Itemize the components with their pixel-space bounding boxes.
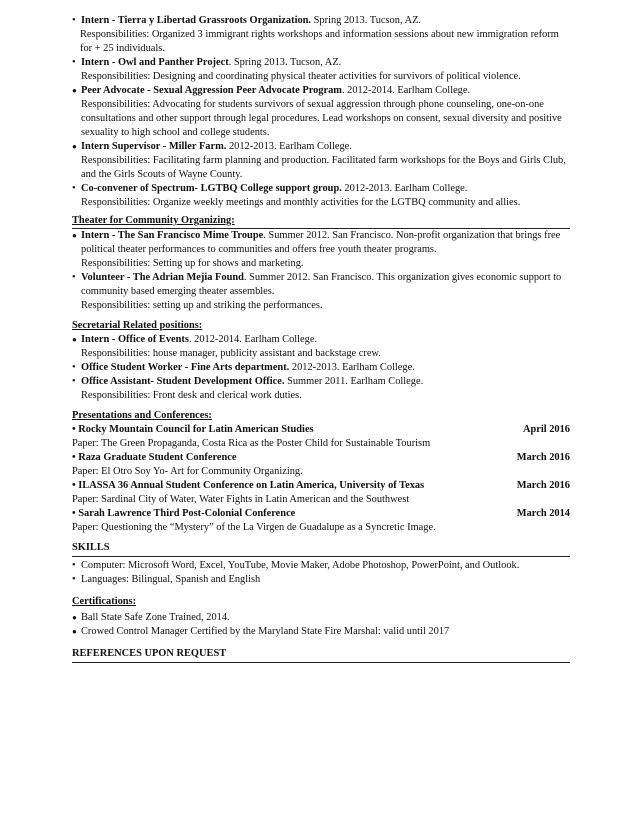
- bullet: •: [72, 574, 76, 585]
- presentation-paper: Paper: The Green Propaganda, Costa Rica as the Poster Child for Sustainable Tourism: [72, 438, 431, 449]
- entry-meta: Spring 2013. Tucson, AZ.: [311, 15, 422, 26]
- presentation-title: Sarah Lawrence Third Post-Colonial Conference: [78, 508, 296, 519]
- bullet: ●: [72, 335, 77, 344]
- secretarial-entry: [72, 361, 570, 375]
- bullet: •: [72, 362, 76, 373]
- entry-title: Intern - Office of Events: [81, 334, 189, 345]
- section-heading-text: Theater for Community Organizing:: [72, 215, 235, 226]
- skill-text: Languages: Bilingual, Spanish and English: [81, 574, 261, 585]
- resume-page: [72, 14, 570, 663]
- entry-title: Volunteer - The Adrian Mejia Found: [81, 272, 244, 283]
- entry-responsibilities: Responsibilities: house manager, publicity assistant and backstage crew.: [81, 348, 381, 359]
- entry-meta: 2012-2013. Earlham College.: [341, 183, 468, 194]
- entry-responsibilities: Responsibilities: Organized 3 immigrant rights workshops and information sessions about new immigration reform for + 25 individuals.: [80, 29, 559, 54]
- bullet: •: [72, 508, 76, 519]
- entry-responsibilities: Responsibilities: setting up and striking the performances.: [81, 300, 323, 311]
- section-heading-skills: SKILLS: [72, 541, 570, 557]
- bullet: ●: [72, 86, 77, 95]
- entry-responsibilities: Responsibilities: Front desk and clerical work duties.: [81, 390, 302, 401]
- bullet: •: [72, 452, 76, 463]
- entry-title: Intern - Owl and Panther Project: [81, 57, 229, 68]
- presentation-name: [72, 479, 424, 493]
- secretarial-entry: [72, 333, 570, 361]
- entry-meta: . Summer 2012. San Francisco. This organization gives economic support to community based emerging theater assembles.: [81, 272, 562, 297]
- activism-entry: [72, 84, 570, 140]
- presentation-item: [72, 507, 570, 535]
- entry-title: Intern - The San Francisco Mime Troupe: [81, 230, 264, 241]
- presentation-row: [72, 451, 570, 465]
- secretarial-entry: [72, 375, 570, 403]
- entry-meta: 2012-2013. Earlham College.: [226, 141, 352, 152]
- skill-text: Computer: Microsoft Word, Excel, YouTube, Movie Maker, Adobe Photoshop, PowerPoint, and Outlook.: [81, 560, 520, 571]
- bullet: ●: [72, 231, 77, 240]
- bullet: •: [72, 424, 76, 435]
- certification-text: Ball State Safe Zone Trained, 2014.: [81, 612, 230, 623]
- presentation-item: [72, 451, 570, 479]
- activism-list: [72, 14, 570, 210]
- bullet: ●: [72, 142, 77, 151]
- entry-title: Co-convener of Spectrum- LGTBQ College support group.: [81, 183, 342, 194]
- presentation-title: Rocky Mountain Council for Latin American Studies: [78, 424, 314, 435]
- entry-responsibilities: Responsibilities: Designing and coordinating physical theater activities for survivors of political violence.: [81, 71, 521, 82]
- bullet: •: [72, 183, 76, 194]
- theater-entry: [72, 271, 570, 313]
- presentation-row: [72, 507, 570, 521]
- entry-title: Intern - Tierra y Libertad Grassroots Organization.: [81, 15, 312, 26]
- certification-item: [72, 611, 570, 625]
- presentation-paper: Paper: Questioning the “Mystery” of the La Virgen de Guadalupe as a Syncretic Image.: [72, 522, 436, 533]
- activism-entry: [72, 14, 570, 56]
- entry-title: Office Assistant- Student Development Office.: [81, 376, 285, 387]
- entry-title: Peer Advocate - Sexual Aggression Peer Advocate Program: [81, 85, 342, 96]
- section-heading-secretarial: Secretarial Related positions:: [72, 320, 203, 331]
- bullet: •: [72, 57, 76, 68]
- presentation-row: [72, 479, 570, 493]
- bullet: •: [72, 560, 76, 571]
- entry-meta: . 2012-2014. Earlham College.: [341, 85, 471, 96]
- presentation-date: March 2014: [516, 508, 570, 519]
- entry-responsibilities: Responsibilities: Setting up for shows and marketing.: [81, 258, 304, 269]
- bullet: •: [72, 376, 76, 387]
- section-heading-presentations: Presentations and Conferences:: [72, 410, 212, 421]
- presentation-paper: Paper: El Otro Soy Yo- Art for Community Organizing.: [72, 466, 303, 477]
- presentation-date: April 2016: [522, 424, 570, 435]
- activism-entry: [72, 140, 570, 182]
- section-heading-certifications: Certifications:: [72, 596, 137, 607]
- skill-item: [72, 573, 570, 587]
- skill-item: [72, 559, 570, 573]
- entry-title: Office Student Worker - Fine Arts department.: [81, 362, 290, 373]
- presentation-item: [72, 423, 570, 451]
- presentation-date: March 2016: [516, 480, 570, 491]
- section-heading-theater: [72, 214, 570, 229]
- presentation-name: [72, 451, 237, 465]
- bullet: ●: [72, 613, 77, 622]
- bullet: •: [72, 480, 76, 491]
- references-heading: REFERENCES UPON REQUEST: [72, 647, 570, 663]
- certification-text: Crowed Control Manager Certified by the Maryland State Fire Marshal: valid until 2017: [81, 626, 450, 637]
- entry-responsibilities: Responsibilities: Advocating for students survivors of sexual aggression through phone counseling, one-on-one consultations and other support through legal procedures. Lead workshops on consent, sexual diversity and positive sexuality to high school and college students.: [81, 99, 562, 138]
- entry-meta: Summer 2011. Earlham College.: [284, 376, 424, 387]
- presentation-name: [72, 507, 295, 521]
- bullet: •: [72, 272, 76, 283]
- entry-responsibilities: Responsibilities: Facilitating farm planning and production. Facilitated farm workshops for the Boys and Girls Club, and the Girls Scouts of Wayne County.: [81, 155, 566, 180]
- activism-entry: [72, 182, 570, 210]
- presentation-item: [72, 479, 570, 507]
- activism-entry: [72, 56, 570, 84]
- entry-title: Intern Supervisor - Miller Farm.: [81, 141, 227, 152]
- entry-meta: . 2012-2014. Earlham College.: [188, 334, 318, 345]
- entry-meta: . Summer 2012. San Francisco. Non-profit organization that brings free political theater performances to communities and offers free youth theater programs.: [81, 230, 561, 255]
- entry-meta: . Spring 2013. Tucson, AZ.: [228, 57, 342, 68]
- entry-meta: 2012-2013. Earlham College.: [289, 362, 415, 373]
- bullet: •: [72, 15, 76, 26]
- bullet: ●: [72, 627, 77, 636]
- presentation-paper: Paper: Sardinal City of Water, Water Fights in Latin American and the Southwest: [72, 494, 410, 505]
- entry-responsibilities: Responsibilities: Organize weekly meetings and monthly activities for the LGTBQ community and allies.: [81, 197, 521, 208]
- theater-entry: [72, 229, 570, 271]
- presentation-title: ILASSA 36 Annual Student Conference on Latin America, University of Texas: [78, 480, 425, 491]
- certification-item: [72, 625, 570, 639]
- presentation-name: [72, 423, 314, 437]
- presentation-date: March 2016: [516, 452, 570, 463]
- presentation-title: Raza Graduate Student Conference: [78, 452, 237, 463]
- presentation-row: [72, 423, 570, 437]
